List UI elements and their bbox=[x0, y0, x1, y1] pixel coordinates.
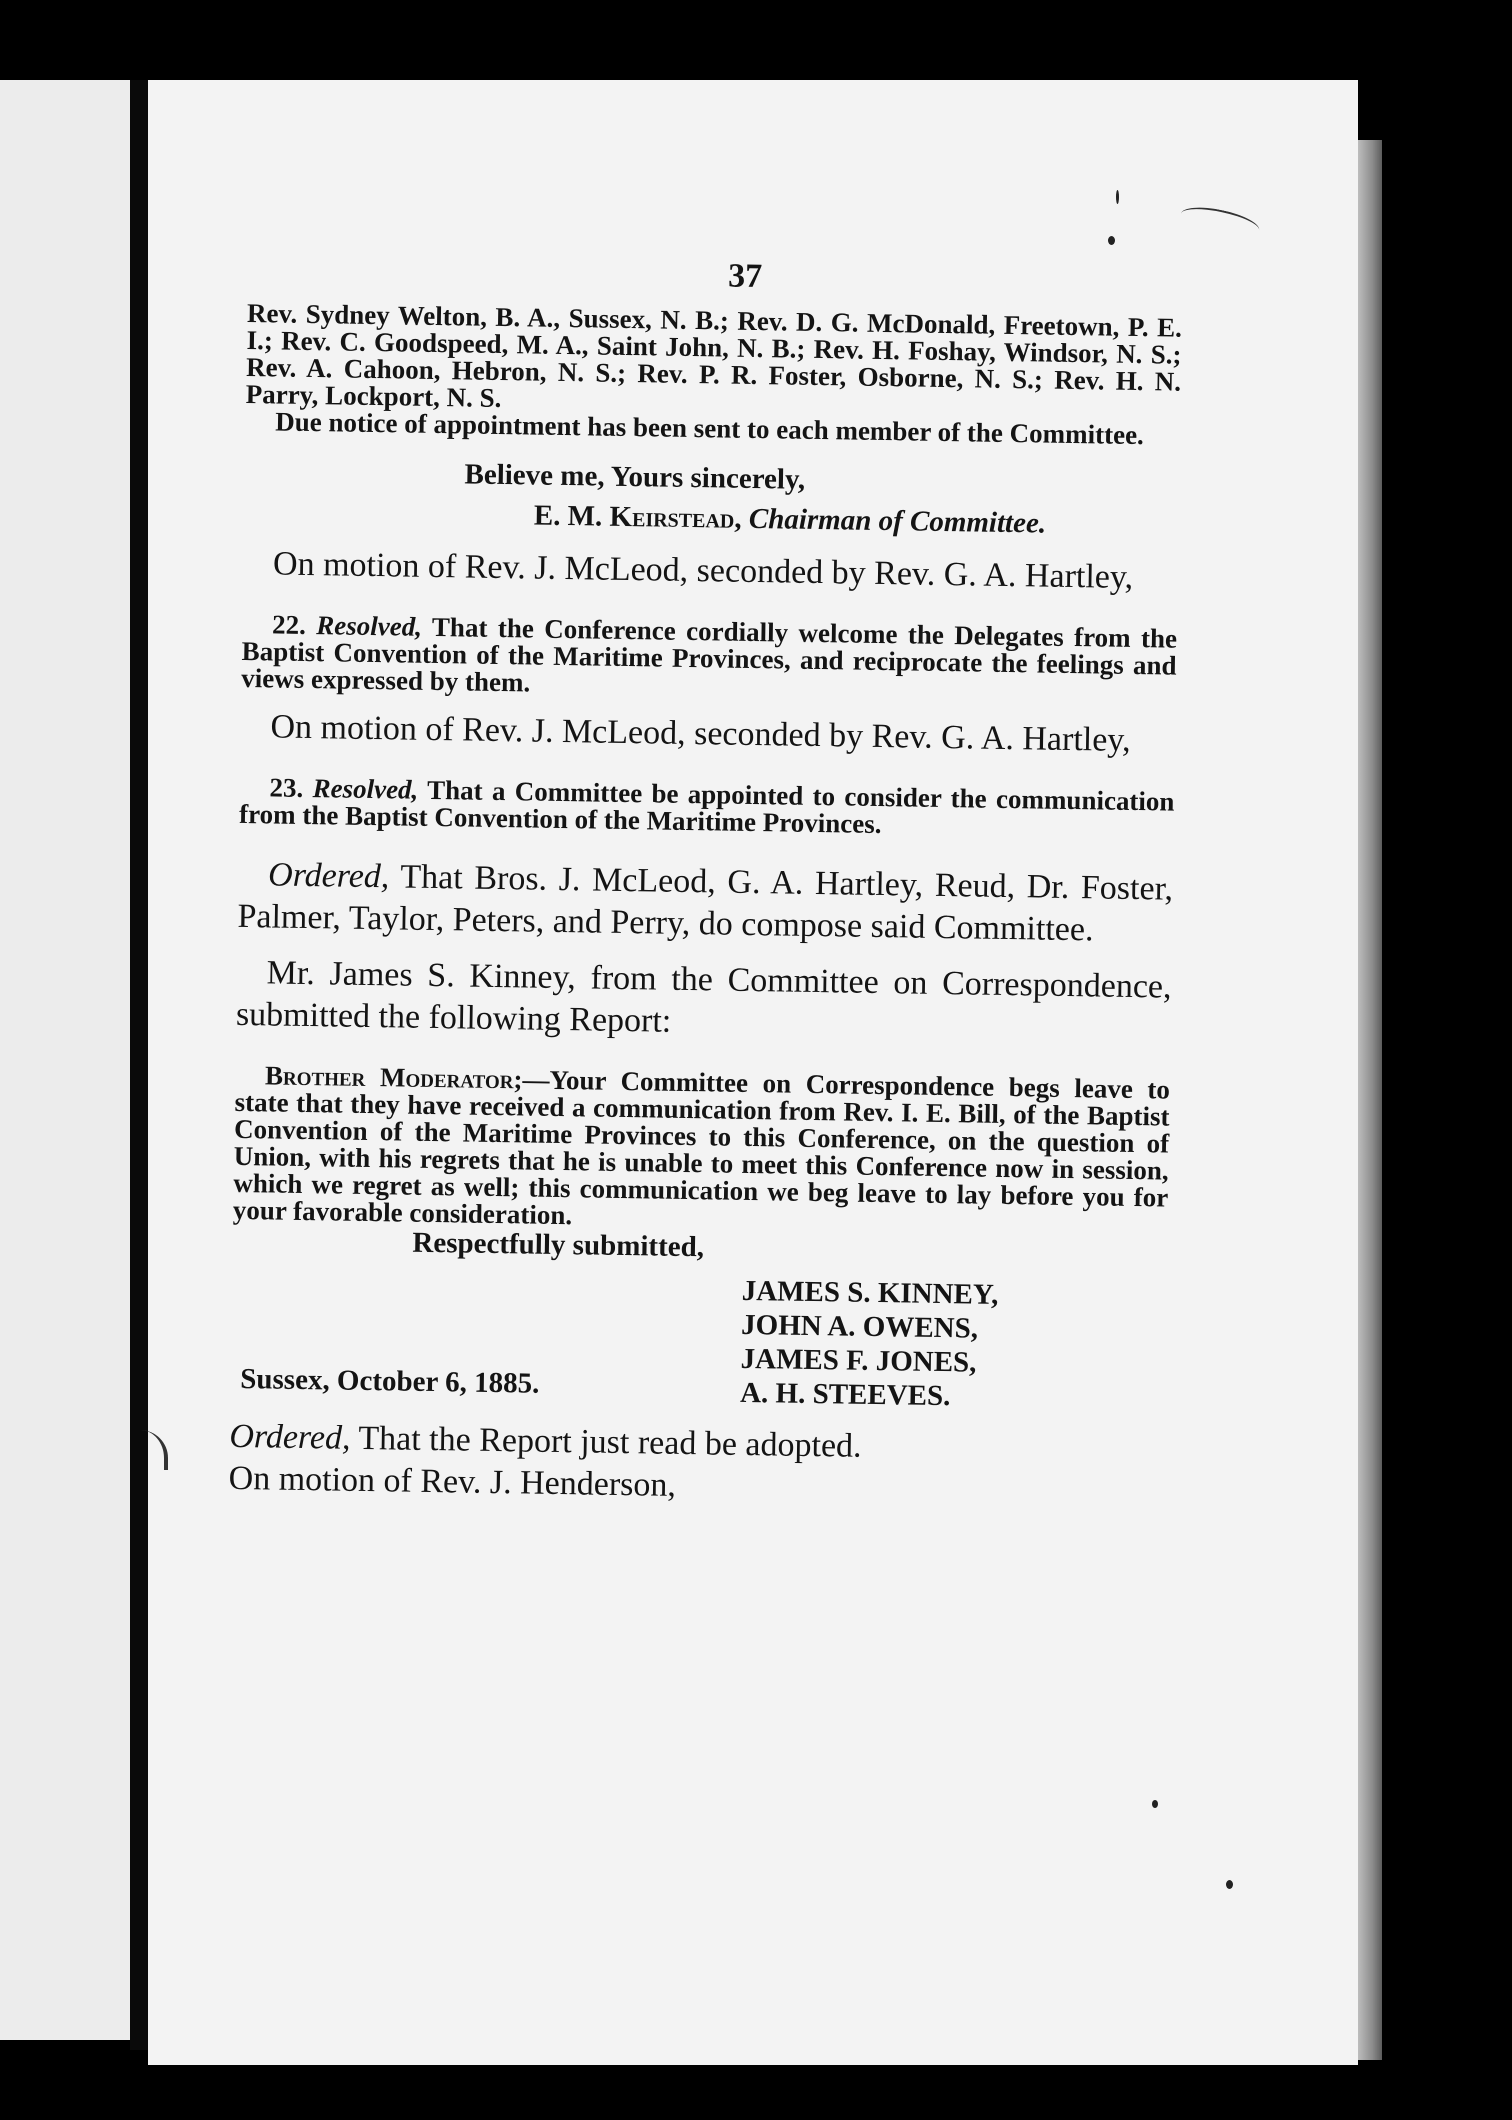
book-gutter bbox=[130, 80, 148, 2050]
ordered-text: That Bros. J. McLeod, G. A. Hartley, Reud, Dr. Foster, Palmer, Taylor, Peters, and Perry, do compose said Committee. bbox=[237, 858, 1174, 949]
signatory: JOHN A. OWENS, bbox=[740, 1308, 979, 1345]
resolution-text: That the Conference cordially welcome the Delegates from the Baptist Convention of the Maritime Provinces, and reciprocate the feelings and views expressed by them. bbox=[241, 611, 1178, 698]
ordered-text: That the Report just read be adopted. bbox=[358, 1419, 862, 1465]
dust-speck bbox=[1116, 190, 1119, 204]
motion-paragraph: On motion of Rev. J. Henderson, bbox=[228, 1459, 677, 1504]
resolution-text: That a Committee be appointed to consider the communication from the Baptist Convention of the Maritime Provinces. bbox=[238, 774, 1175, 840]
ordered-label: Ordered, bbox=[267, 856, 390, 896]
report-text: —Your Committee on Correspondence begs leave to state that they have received a communication from Rev. I. E. Bill, of the Baptist Convention of the Maritime Provinces to this Conference, on the question of Union, with his regrets that he is unable to meet this Conference now in session, which we regret as well; this communication we beg leave to lay before you for your favorable consideration. bbox=[232, 1064, 1171, 1231]
left-page-edge bbox=[0, 80, 130, 2040]
place-and-date: Sussex, October 6, 1885. bbox=[240, 1363, 540, 1400]
page-number: 37 bbox=[727, 257, 763, 296]
dust-speck bbox=[1226, 1880, 1233, 1889]
signatory: JAMES S. KINNEY, bbox=[741, 1274, 999, 1311]
due-notice-paragraph: Due notice of appointment has been sent to each member of the Committee. bbox=[275, 406, 1145, 451]
ordered-committee bbox=[237, 854, 1173, 953]
resolution-label: Resolved, bbox=[312, 773, 419, 805]
correspondence-report bbox=[233, 1062, 1170, 1239]
report-signatures bbox=[230, 1266, 1167, 1431]
respectfully-submitted: Respectfully submitted, bbox=[412, 1226, 705, 1264]
page-stack-edge bbox=[1358, 140, 1382, 2060]
dust-speck bbox=[1108, 236, 1115, 245]
dust-speck bbox=[1152, 1800, 1158, 1808]
signatory-list bbox=[740, 1274, 999, 1414]
resolution-22 bbox=[241, 611, 1177, 707]
signer-title: Chairman of Committee. bbox=[748, 502, 1047, 540]
ordered-label: Ordered, bbox=[229, 1417, 351, 1457]
committee-member-list: Rev. Sydney Welton, B. A., Sussex, N. B.; Rev. D. G. McDonald, Freetown, P. E. I.; Rev. C. Goodspeed, M. A., Saint John, N. B.; Rev. H. Foshay, Windsor, N. S.; Rev. A. Cahoon, Hebron, N. S.; Rev. P. R. Foster, Osborne, N. S.; Rev. H. N. Parry, Lockport, N. S. bbox=[245, 297, 1183, 413]
letter-closing: Believe me, Yours sincerely, bbox=[464, 458, 806, 496]
kinney-intro-paragraph: Mr. James S. Kinney, from the Committee on Correspondence, submitted the following Report: bbox=[235, 954, 1172, 1040]
motion-paragraph: On motion of Rev. J. McLeod, seconded by Rev. G. A. Hartley, bbox=[270, 708, 1131, 759]
resolution-number: 23. bbox=[269, 772, 304, 803]
signer-name: E. M. Keirstead, bbox=[533, 499, 742, 535]
report-salutation: Brother Moderator; bbox=[264, 1060, 523, 1095]
resolution-number: 22. bbox=[271, 609, 307, 640]
motion-paragraph: On motion of Rev. J. McLeod, seconded by Rev. G. A. Hartley, bbox=[272, 545, 1134, 596]
resolution-label: Resolved, bbox=[316, 610, 423, 642]
page-text bbox=[228, 250, 1183, 1515]
signatory: A. H. STEEVES. bbox=[739, 1376, 951, 1413]
resolution-23 bbox=[239, 774, 1175, 843]
signatory: JAMES F. JONES, bbox=[740, 1342, 977, 1379]
